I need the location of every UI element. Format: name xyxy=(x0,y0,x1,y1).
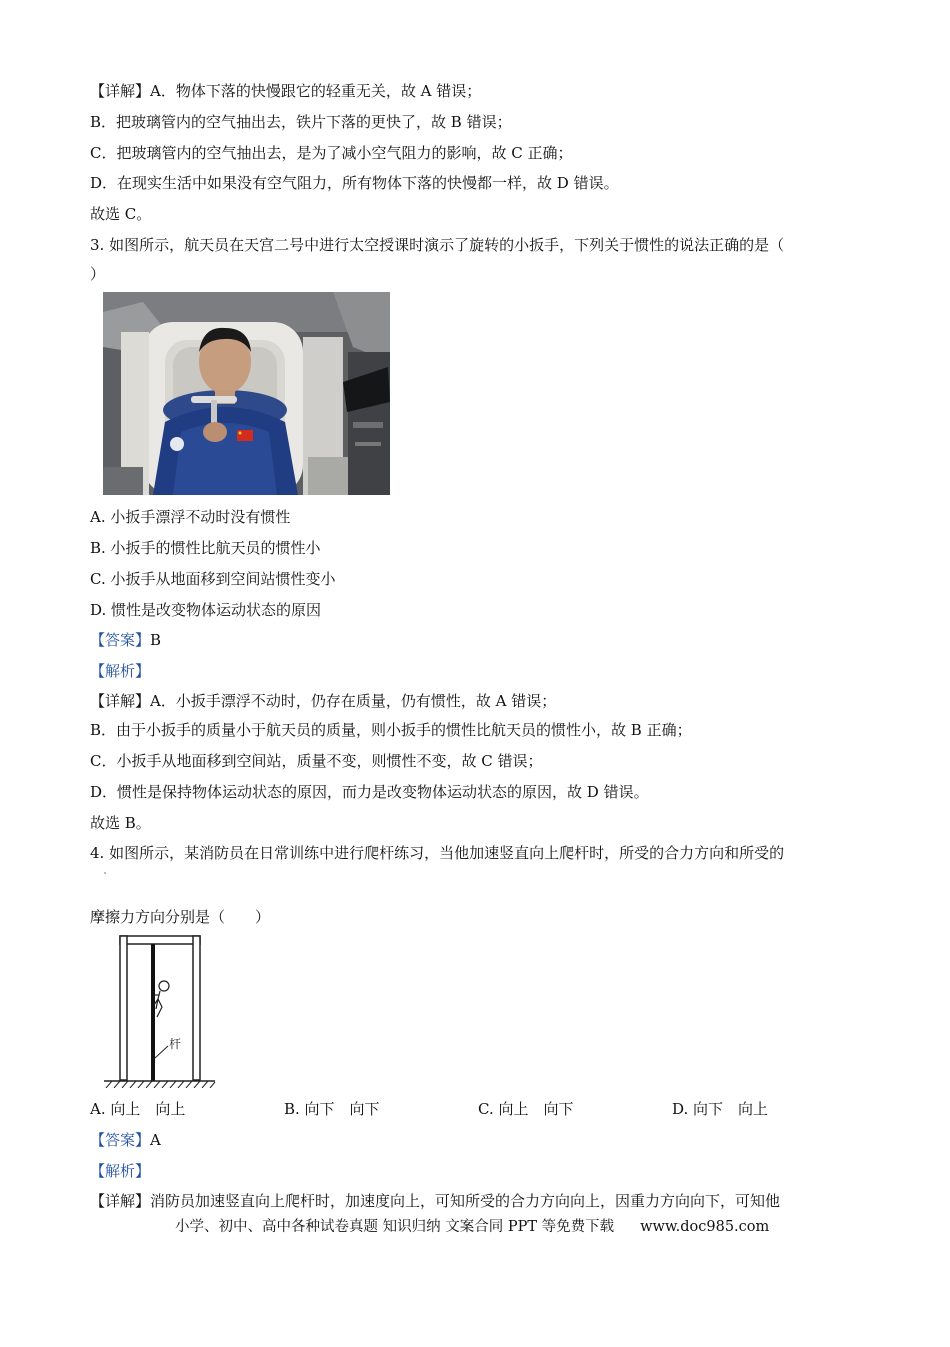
question-3-detail-line: C．小扳手从地面移到空间站，质量不变，则惯性不变，故 C 错误； xyxy=(90,752,543,770)
pole-diagram-svg xyxy=(102,933,220,1088)
question-3-stem: 3. 如图所示，航天员在天宫二号中进行太空授课时演示了旋转的小扳手，下列关于惯性的说法正确的是（ xyxy=(90,236,785,254)
pole-label: 杆 xyxy=(169,1037,182,1051)
explanation-line: D．在现实生活中如果没有空气阻力，所有物体下落的快慢都一样，故 D 错误。 xyxy=(90,174,619,192)
detail-tag: 【详解】 xyxy=(90,82,151,100)
question-3-answer xyxy=(90,630,870,650)
question-3-detail-line: D．惯性是保持物体运动状态的原因，而力是改变物体运动状态的原因，故 D 错误。 xyxy=(90,783,649,801)
question-3-option-a: A. 小扳手漂浮不动时没有惯性 xyxy=(90,508,291,526)
question-3-option-c: C. 小扳手从地面移到空间站惯性变小 xyxy=(90,570,336,588)
detail-tag: 【详解】 xyxy=(90,692,151,710)
explanation-line: 【详解】A．物体下落的快慢跟它的轻重无关，故 A 错误； xyxy=(90,82,482,100)
question-4-answer xyxy=(90,1130,870,1150)
footer-url[interactable]: www.doc985.com xyxy=(640,1219,770,1235)
answer-value: A xyxy=(150,1131,161,1149)
explanation-line: B．把玻璃管内的空气抽出去，铁片下落的更快了，故 B 错误； xyxy=(90,113,512,131)
question-3-detail-line: 【详解】A．小扳手漂浮不动时，仍存在质量，仍有惯性，故 A 错误； xyxy=(90,692,557,710)
pole-climbing-diagram xyxy=(102,933,220,1088)
explanation-line: C．把玻璃管内的空气抽出去，是为了减小空气阻力的影响，故 C 正确； xyxy=(90,144,573,162)
answer-tag: 【答案】 xyxy=(90,631,151,649)
astronaut-photo-illustration xyxy=(103,292,390,495)
question-3-conclusion: 故选 B。 xyxy=(90,814,151,832)
answer-tag: 【答案】 xyxy=(90,1131,151,1149)
footer-text: 小学、初中、高中各种试卷真题 知识归纳 文案合同 PPT 等免费下载 xyxy=(175,1219,615,1235)
detail-tag: 【详解】 xyxy=(90,1192,151,1210)
question-4-option-d: D. 向下 向上 xyxy=(672,1100,769,1118)
question-4-stem-cont: 摩擦力方向分别是（ ） xyxy=(90,908,271,926)
scan-speck xyxy=(104,872,106,874)
question-4-option-c: C. 向上 向下 xyxy=(478,1100,574,1118)
question-3-stem-cont: ） xyxy=(90,265,106,283)
question-4-option-a: A. 向上 向上 xyxy=(90,1100,186,1118)
question-3-analysis-heading: 【解析】 xyxy=(90,662,151,680)
astronaut-photo xyxy=(103,292,390,495)
answer-value: B xyxy=(150,631,162,649)
question-3-option-b: B. 小扳手的惯性比航天员的惯性小 xyxy=(90,539,321,557)
question-3-option-d: D. 惯性是改变物体运动状态的原因 xyxy=(90,601,322,619)
question-4-stem: 4. 如图所示，某消防员在日常训练中进行爬杆练习，当他加速竖直向上爬杆时，所受的合力方向和所受的 xyxy=(90,844,785,862)
conclusion-line: 故选 C。 xyxy=(90,205,152,223)
question-4-detail-line: 【详解】消防员加速竖直向上爬杆时，加速度向上，可知所受的合力方向向上，因重力方向向下，可知他 xyxy=(90,1192,781,1210)
question-4-analysis-heading: 【解析】 xyxy=(90,1162,151,1180)
question-4-option-b: B. 向下 向下 xyxy=(284,1100,380,1118)
page-footer xyxy=(175,1217,769,1237)
question-3-detail-line: B．由于小扳手的质量小于航天员的质量，则小扳手的惯性比航天员的惯性小，故 B 正确； xyxy=(90,721,692,739)
